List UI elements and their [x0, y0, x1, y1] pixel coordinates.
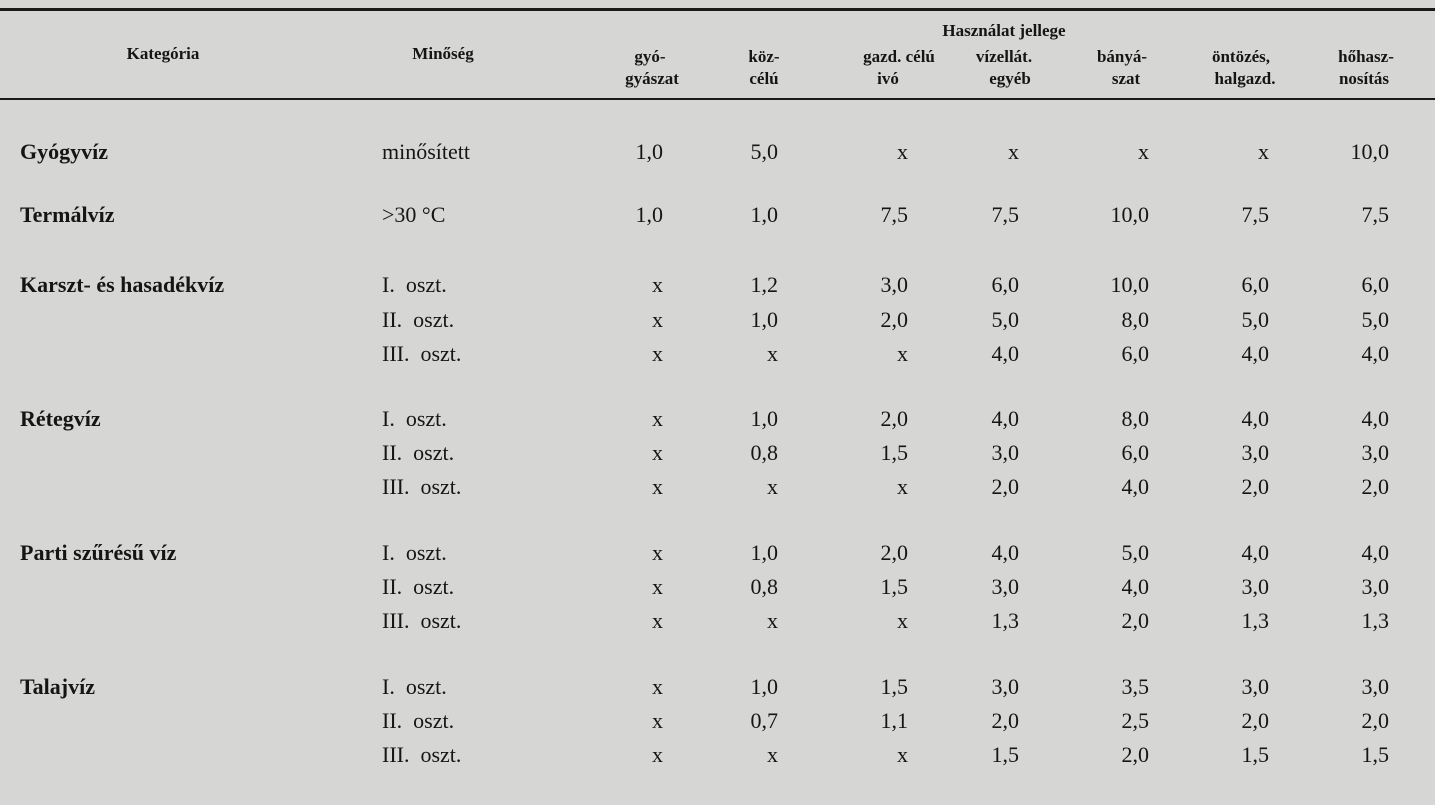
row-value: x: [1008, 139, 1019, 164]
row-value: 5,0: [991, 307, 1019, 332]
row-value: x: [652, 674, 663, 699]
row-value: x: [652, 341, 663, 366]
row-value: 1,1: [880, 708, 908, 733]
header-vizell-1: vízellát.: [975, 47, 1033, 66]
row-value: x: [652, 307, 663, 332]
row-value: x: [767, 742, 778, 767]
row-quality: minősített: [382, 139, 470, 164]
row-value: x: [897, 742, 908, 767]
row-value: x: [652, 708, 663, 733]
row-value: x: [652, 540, 663, 565]
row-value: 6,0: [1241, 272, 1269, 297]
header-bany-2: szat: [1111, 69, 1141, 88]
header-ontoz-2: halgazd.: [1214, 69, 1276, 88]
row-value: 4,0: [1121, 574, 1149, 599]
row-value: x: [652, 742, 663, 767]
header-ontoz-1: öntözés,: [1211, 47, 1271, 66]
row-value: 2,0: [1121, 742, 1149, 767]
row-value: x: [652, 608, 663, 633]
row-value: 6,0: [1121, 440, 1149, 465]
row-value: 2,0: [1361, 708, 1389, 733]
row-value: 7,5: [1361, 202, 1389, 227]
row-value: 2,5: [1121, 708, 1149, 733]
row-value: 2,0: [880, 307, 908, 332]
header-gazd-1: gazd. célú: [863, 47, 935, 66]
row-value: x: [767, 341, 778, 366]
row-value: 2,0: [1241, 708, 1269, 733]
header-gazd-2: ivó: [877, 69, 899, 88]
row-value: 4,0: [1241, 540, 1269, 565]
row-category: Rétegvíz: [20, 406, 101, 431]
row-value: 1,0: [750, 674, 778, 699]
row-value: x: [652, 406, 663, 431]
row-value: 1,3: [1361, 608, 1389, 633]
row-value: 4,0: [991, 540, 1019, 565]
row-value: 10,0: [1350, 139, 1389, 164]
row-category: Karszt- és hasadékvíz: [20, 272, 225, 297]
row-value: 3,5: [1121, 674, 1149, 699]
row-quality: III. oszt.: [382, 608, 462, 633]
header-koz-1: köz-: [748, 47, 780, 66]
row-quality: II. oszt.: [382, 440, 455, 465]
header-vizell-2: egyéb: [989, 69, 1031, 88]
row-value: x: [652, 440, 663, 465]
row-quality: I. oszt.: [382, 674, 447, 699]
row-value: x: [897, 474, 908, 499]
header-minoseg: Minőség: [412, 44, 474, 63]
row-value: 3,0: [1241, 440, 1269, 465]
top-rule: [0, 8, 1435, 11]
row-value: 3,0: [1361, 440, 1389, 465]
row-value: 5,0: [1241, 307, 1269, 332]
row-value: 1,5: [1241, 742, 1269, 767]
row-value: 4,0: [1361, 341, 1389, 366]
row-value: 1,0: [750, 406, 778, 431]
row-value: 4,0: [1121, 474, 1149, 499]
row-quality: I. oszt.: [382, 406, 447, 431]
row-value: 1,0: [750, 540, 778, 565]
row-quality: >30 °C: [382, 202, 446, 227]
row-quality: I. oszt.: [382, 540, 447, 565]
header-kategoria: Kategória: [126, 44, 200, 63]
row-quality: II. oszt.: [382, 307, 455, 332]
row-value: 7,5: [880, 202, 908, 227]
row-value: 6,0: [991, 272, 1019, 297]
row-value: 5,0: [750, 139, 778, 164]
row-value: 1,5: [880, 674, 908, 699]
row-value: 5,0: [1121, 540, 1149, 565]
row-value: 1,3: [991, 608, 1019, 633]
row-value: x: [897, 139, 908, 164]
row-value: 2,0: [991, 708, 1019, 733]
row-value: 8,0: [1121, 307, 1149, 332]
row-value: 3,0: [991, 574, 1019, 599]
row-value: 4,0: [991, 406, 1019, 431]
row-value: 3,0: [1361, 574, 1389, 599]
row-value: 1,0: [635, 139, 663, 164]
row-value: 3,0: [1241, 674, 1269, 699]
row-value: 2,0: [1241, 474, 1269, 499]
row-value: 2,0: [1121, 608, 1149, 633]
row-value: 6,0: [1121, 341, 1149, 366]
row-value: x: [652, 474, 663, 499]
row-value: 1,5: [880, 574, 908, 599]
row-quality: I. oszt.: [382, 272, 447, 297]
header-hohasz-1: hőhasz-: [1338, 47, 1394, 66]
row-value: x: [652, 272, 663, 297]
header-gyogy-1: gyó-: [634, 47, 666, 66]
row-value: 1,2: [750, 272, 778, 297]
row-value: 2,0: [991, 474, 1019, 499]
row-quality: III. oszt.: [382, 474, 462, 499]
row-value: 10,0: [1110, 202, 1149, 227]
row-value: 2,0: [880, 540, 908, 565]
row-value: 1,0: [635, 202, 663, 227]
row-value: 1,5: [991, 742, 1019, 767]
row-value: 4,0: [991, 341, 1019, 366]
row-value: 5,0: [1361, 307, 1389, 332]
row-value: 0,8: [750, 574, 778, 599]
row-value: 3,0: [991, 440, 1019, 465]
row-value: 3,0: [880, 272, 908, 297]
row-value: 0,7: [750, 708, 778, 733]
row-value: 1,5: [880, 440, 908, 465]
row-value: x: [767, 474, 778, 499]
row-value: 7,5: [991, 202, 1019, 227]
header-bany-1: bányá-: [1096, 47, 1148, 66]
row-value: 1,3: [1241, 608, 1269, 633]
row-value: 4,0: [1361, 406, 1389, 431]
row-category: Gyógyvíz: [20, 139, 108, 164]
row-value: x: [1258, 139, 1269, 164]
row-value: 8,0: [1121, 406, 1149, 431]
row-value: 3,0: [1241, 574, 1269, 599]
row-value: x: [767, 608, 778, 633]
row-quality: II. oszt.: [382, 574, 455, 599]
row-value: 1,0: [750, 202, 778, 227]
row-value: 4,0: [1361, 540, 1389, 565]
header-rule: [0, 98, 1435, 100]
header-koz-2: célú: [749, 69, 779, 88]
row-value: 3,0: [991, 674, 1019, 699]
row-category: Parti szűrésű víz: [20, 540, 177, 565]
row-value: 10,0: [1110, 272, 1149, 297]
row-value: 0,8: [750, 440, 778, 465]
row-value: 2,0: [880, 406, 908, 431]
row-value: x: [897, 341, 908, 366]
row-value: 1,5: [1361, 742, 1389, 767]
row-category: Talajvíz: [20, 674, 95, 699]
row-value: 1,0: [750, 307, 778, 332]
row-quality: II. oszt.: [382, 708, 455, 733]
row-value: 6,0: [1361, 272, 1389, 297]
row-quality: III. oszt.: [382, 742, 462, 767]
row-value: 3,0: [1361, 674, 1389, 699]
header-group: Használat jellege: [942, 21, 1066, 40]
header-gyogy-2: gyászat: [625, 69, 679, 88]
row-value: x: [1138, 139, 1149, 164]
row-value: 7,5: [1241, 202, 1269, 227]
header-hohasz-2: nosítás: [1338, 69, 1390, 88]
row-value: x: [652, 574, 663, 599]
row-value: 4,0: [1241, 341, 1269, 366]
row-quality: III. oszt.: [382, 341, 462, 366]
row-value: x: [897, 608, 908, 633]
row-category: Termálvíz: [20, 202, 115, 227]
row-value: 2,0: [1361, 474, 1389, 499]
row-value: 4,0: [1241, 406, 1269, 431]
